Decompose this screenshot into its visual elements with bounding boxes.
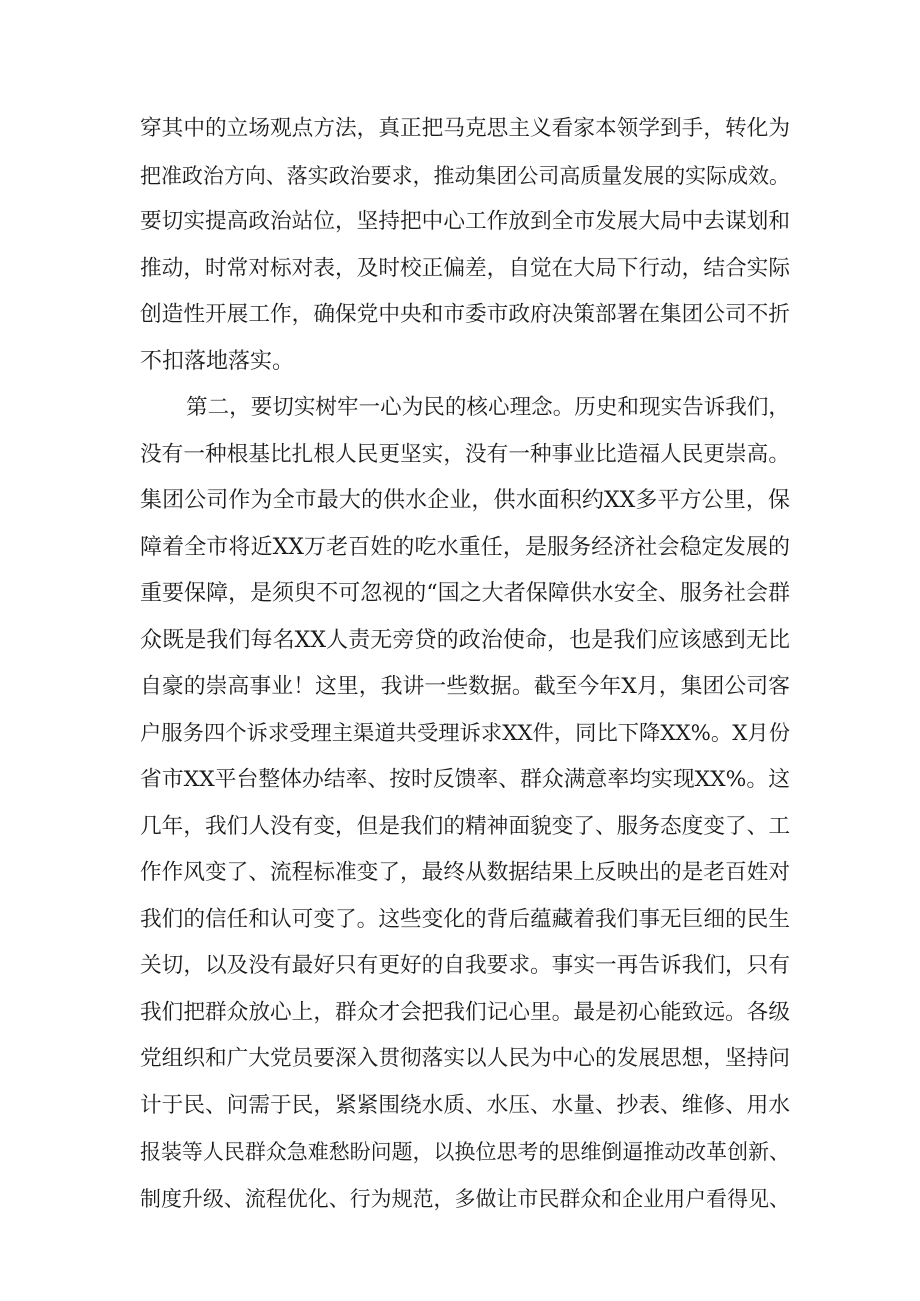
paragraph-line: 重要保障，是须臾不可忽视的“国之大者保障供水安全、服务社会群 bbox=[140, 581, 790, 606]
paragraph-line: 作作风变了、流程标准变了，最终从数据结果上反映出的是老百姓对 bbox=[140, 860, 790, 885]
paragraph-line: 户服务四个诉求受理主渠道共受理诉求XX件，同比下降XX%。X月份 bbox=[140, 720, 790, 746]
paragraph-line: 几年，我们人没有变，但是我们的精神面貌变了、服务态度变了、工 bbox=[140, 813, 790, 839]
paragraph-line: 我们的信任和认可变了。这些变化的背后蕴藏着我们事无巨细的民生 bbox=[140, 906, 790, 932]
paragraph-line: 众既是我们每名XX人责无旁贷的政治使命，也是我们应该感到无比 bbox=[140, 627, 790, 653]
paragraph-line: 穿其中的立场观点方法，真正把马克思主义看家本领学到手，转化为 bbox=[140, 116, 790, 141]
paragraph-line: 我们把群众放心上，群众才会把我们记心里。最是初心能致远。各级 bbox=[140, 999, 790, 1025]
paragraph-line: 把准政治方向、落实政治要求，推动集团公司高质量发展的实际成效。 bbox=[140, 163, 790, 188]
paragraph-line: 第二，要切实树牢一心为民的核心理念。历史和现实告诉我们， bbox=[186, 395, 790, 420]
paragraph-line: 集团公司作为全市最大的供水企业，供水面积约XX多平方公里，保 bbox=[140, 488, 790, 513]
paragraph-line: 没有一种根基比扎根人民更坚实，没有一种事业比造福人民更崇高。 bbox=[140, 441, 790, 467]
paragraph-line: 报装等人民群众急难愁盼问题，以换位思考的思维倒逼推动改革创新、 bbox=[140, 1140, 790, 1164]
paragraph-line: 制度升级、流程优化、行为规范，多做让市民群众和企业用户看得见、 bbox=[140, 1186, 790, 1211]
paragraph-1 bbox=[140, 106, 790, 385]
paragraph-line: 不扣落地落实。 bbox=[140, 348, 295, 374]
paragraph-line: 障着全市将近XX万老百姓的吃水重任，是服务经济社会稳定发展的 bbox=[140, 534, 790, 560]
paragraph-line: 要切实提高政治站位，坚持把中心工作放到全市发展大局中去谋划和 bbox=[140, 209, 790, 234]
paragraph-line: 关切，以及没有最好只有更好的自我要求。事实一再告诉我们，只有 bbox=[140, 953, 790, 978]
paragraph-line: 计于民、问需于民，紧紧围绕水质、水压、水量、抄表、维修、用水 bbox=[140, 1092, 790, 1118]
paragraph-line: 自豪的崇高事业！这里，我讲一些数据。截至今年X月，集团公司客 bbox=[140, 674, 790, 699]
paragraph-line: 省市XX平台整体办结率、按时反馈率、群众满意率均实现XX%。这 bbox=[140, 767, 790, 792]
paragraph-line: 创造性开展工作，确保党中央和市委市政府决策部署在集团公司不折 bbox=[140, 302, 790, 327]
paragraph-2 bbox=[140, 385, 790, 1222]
paragraph-line: 党组织和广大党员要深入贯彻落实以人民为中心的发展思想，坚持问 bbox=[140, 1046, 790, 1071]
paragraph-line: 推动，时常对标对表，及时校正偏差，自觉在大局下行动，结合实际 bbox=[140, 255, 790, 281]
